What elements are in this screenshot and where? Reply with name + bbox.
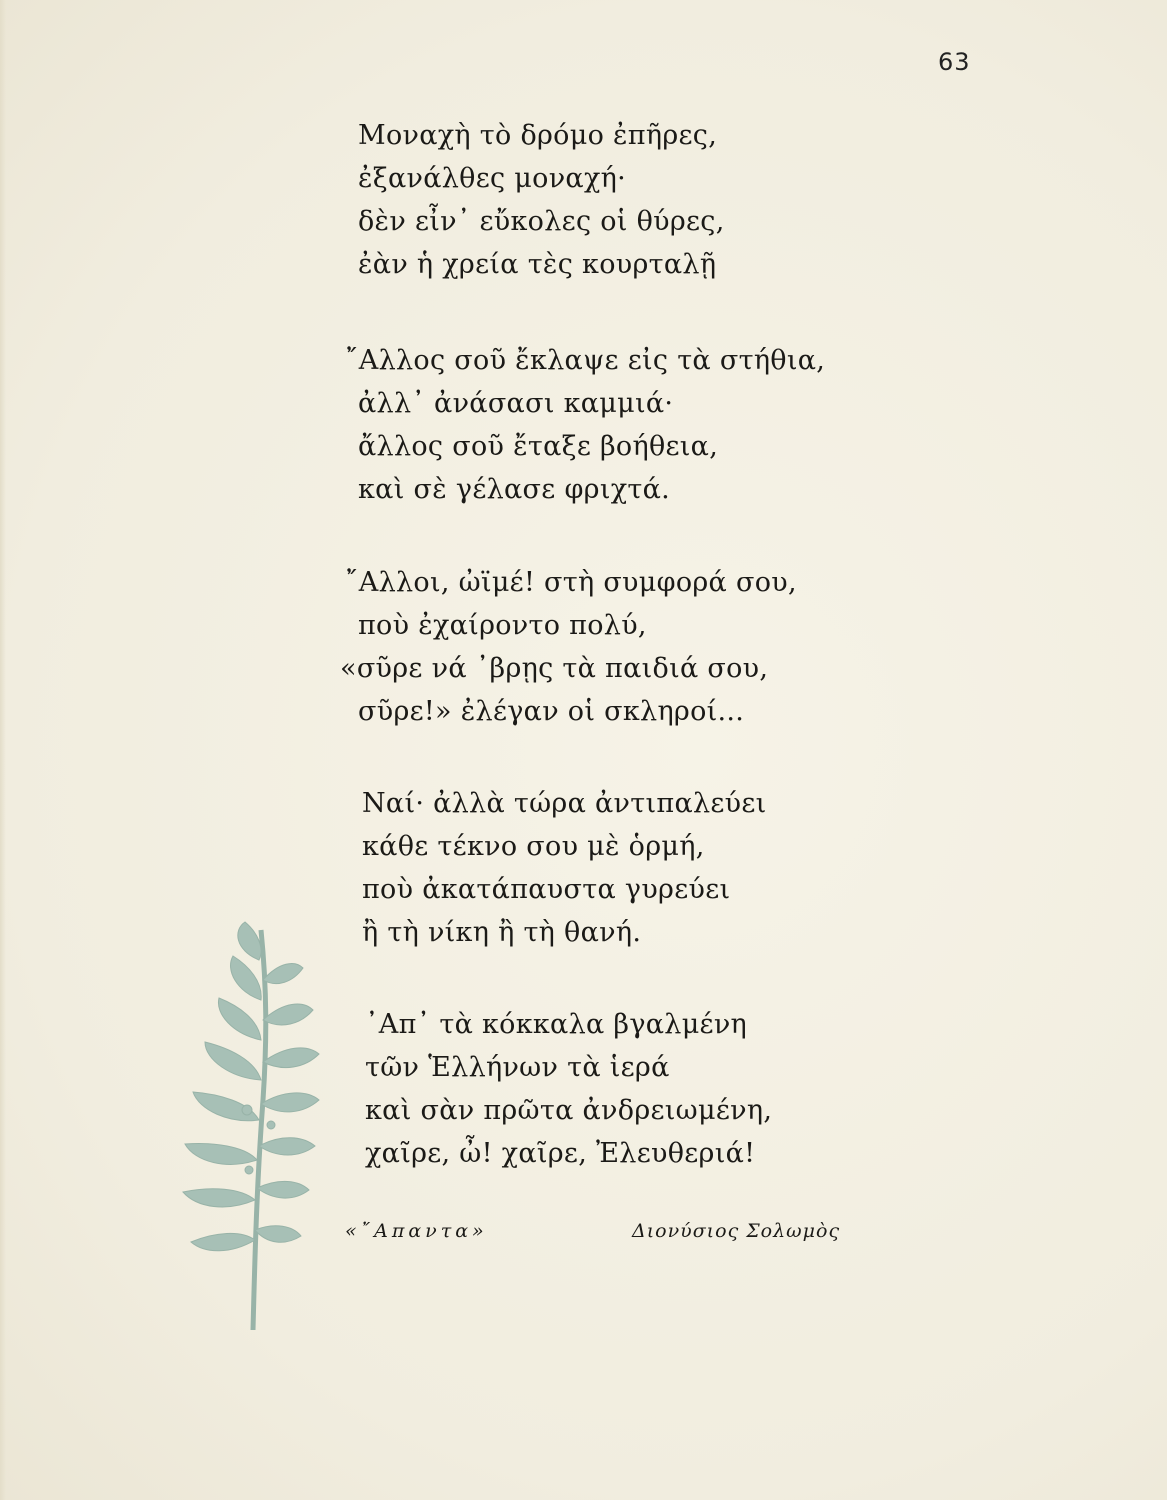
poem-line: Μοναχὴ τὸ δρόμο ἐπῆρες, (358, 120, 718, 151)
poem-line: κάθε τέκνο σου μὲ ὁρμή, (362, 831, 705, 862)
poem-line: «σῦρε νά ᾿βρῃς τὰ παιδιά σου, (340, 653, 769, 684)
poem-line: καὶ σὰν πρῶτα ἀνδρειωμένη, (365, 1095, 773, 1126)
poem-line: δὲν εἶν᾽ εὔκολες οἱ θύρες, (358, 206, 725, 237)
poem-line: χαῖρε, ὦ! χαῖρε, Ἐλευθεριά! (365, 1138, 756, 1169)
poem-line: ποὺ ἀκατάπαυστα γυρεύει (362, 874, 731, 905)
poem-line: σῦρε!» ἐλέγαν οἱ σκληροί... (358, 696, 745, 727)
poem-line: Ναί· ἀλλὰ τώρα ἀντιπαλεύει (362, 788, 767, 819)
poem-line: ποὺ ἐχαίροντο πολύ, (358, 610, 647, 641)
poem-line: τῶν Ἑλλήνων τὰ ἱερά (365, 1052, 670, 1083)
poem-line: καὶ σὲ γέλασε φριχτά. (358, 474, 671, 505)
poem-line: ἀλλ᾽ ἀνάσασι καμμιά· (358, 388, 674, 419)
poem-line: ῎Αλλοι, ὠϊμέ! στὴ συμφορά σου, (345, 567, 797, 598)
olive-branch-icon (175, 920, 325, 1340)
poem-line: ἐὰν ἡ χρεία τὲς κουρταλῇ (358, 249, 717, 280)
poem-line: ῎Αλλος σοῦ ἔκλαψε εἰς τὰ στήθια, (345, 345, 826, 376)
poem-line: ἢ τὴ νίκη ἢ τὴ θανή. (362, 917, 642, 948)
poem-line: ᾿Απ᾽ τὰ κόκκαλα βγαλμένη (365, 1009, 748, 1040)
author-name: Διονύσιος Σολωμὸς (632, 1220, 841, 1242)
page-number: 63 (938, 48, 971, 76)
poem-line: ἄλλος σοῦ ἔταξε βοήθεια, (358, 431, 719, 462)
page-edge-shadow (0, 0, 6, 1500)
source-title: «῎Απαντα» (345, 1220, 488, 1242)
poem-line: ἐξανάλθες μοναχή· (358, 163, 626, 194)
